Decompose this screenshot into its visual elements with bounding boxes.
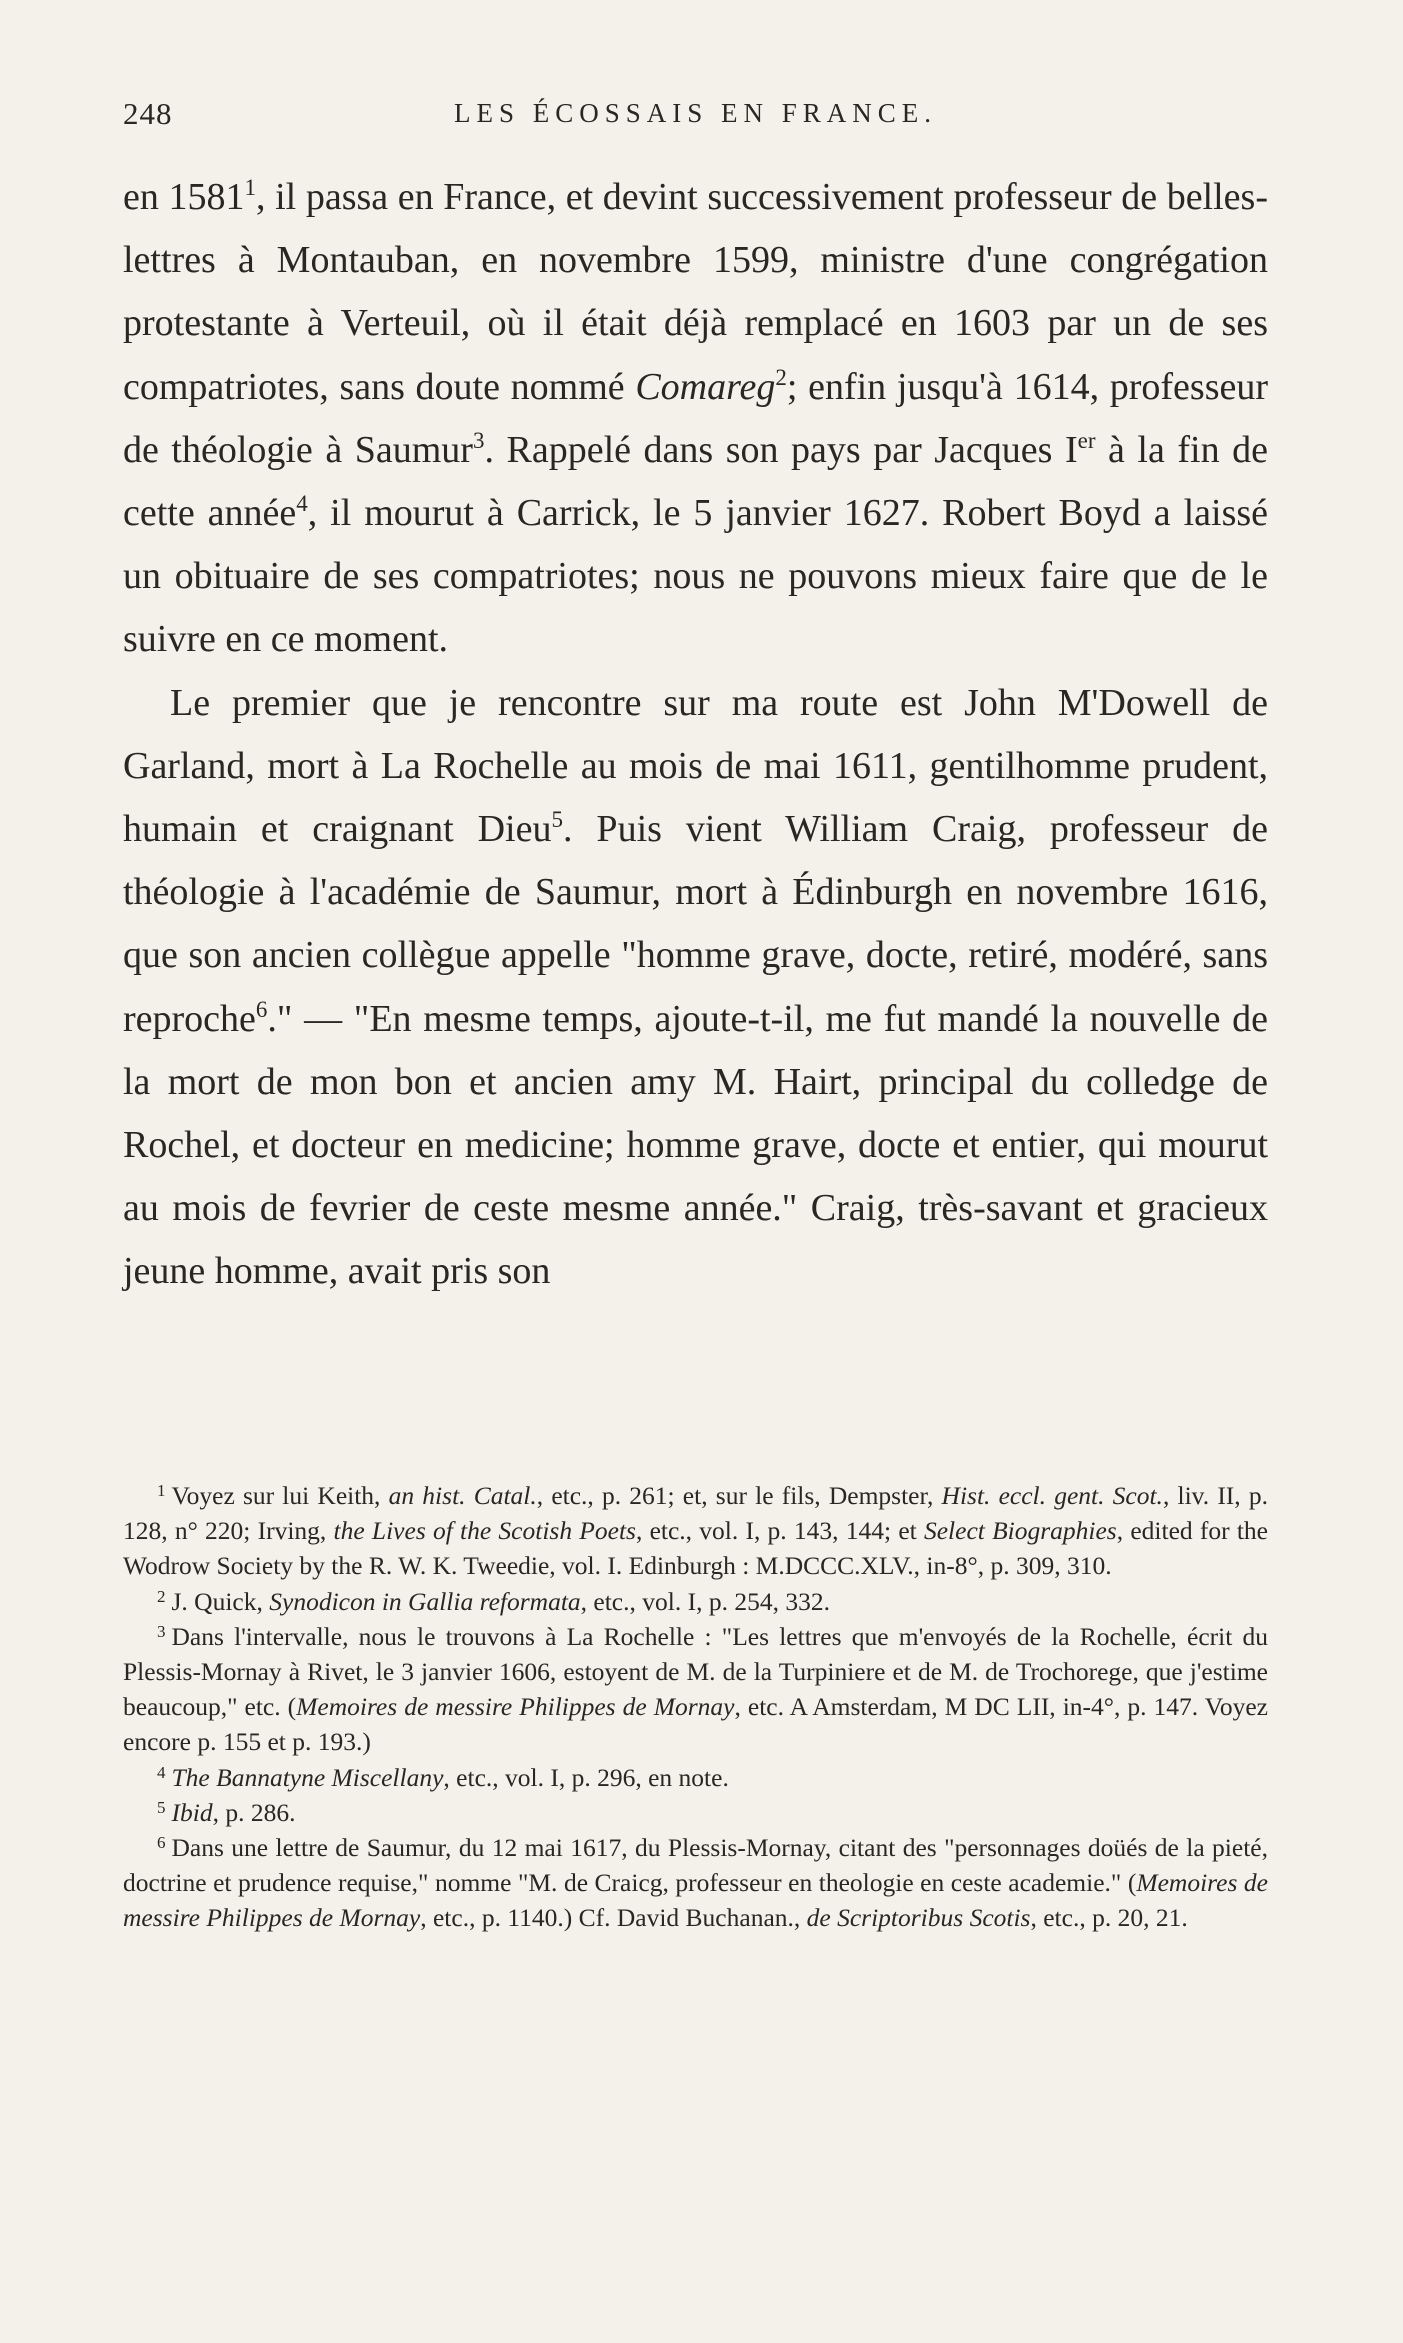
footnote-ref: 4	[296, 491, 308, 517]
italic-title: The Bannatyne Miscellany	[171, 1762, 444, 1792]
text-segment: , il passa en France, et devint successivement professeur de belles-lettres à Montauban, en novembre 1599, ministre d'une congrégation protestante à Verteuil, où il était déjà remplacé en 1603 par un de ses compatriotes, sans doute nommé	[123, 176, 1268, 408]
text-segment: , etc., vol. I, p. 143, 144; et	[635, 1516, 924, 1546]
text-segment: , etc., vol. I, p. 254, 332.	[580, 1586, 830, 1616]
footnote-6	[123, 1830, 1268, 1936]
proper-name: Comareg	[635, 365, 776, 408]
italic-title: the Lives of the Scotish Poets	[333, 1516, 636, 1546]
footnote-ref: 6	[255, 996, 268, 1022]
footnote-ref: 5	[551, 807, 563, 833]
italic-title: Select Biographies	[923, 1516, 1117, 1546]
footnote-ref: 2	[775, 364, 787, 390]
text-segment: à la fin de cette année	[123, 428, 1268, 535]
text-segment: Le premier que je rencontre sur ma route est John M'Dowell de Garland, mort à La Rochelle au mois de mai 1611, gentilhomme prudent, humain et craignant Dieu	[123, 681, 1268, 851]
text-segment: , edited for the Wodrow Society by the R. W. K. Tweedie, vol. I. Edinburgh : M.DCCC.XLV., in-8°, p. 309, 310.	[123, 1516, 1268, 1581]
footnote-number: 5	[157, 1797, 166, 1817]
page-header	[123, 96, 1268, 136]
footnote-ref: 1	[244, 175, 256, 200]
footnote-ref: 3	[472, 427, 485, 453]
text-segment: , etc., p. 1140.) Cf. David Buchanan.,	[420, 1903, 807, 1933]
footnote-number: 2	[157, 1586, 166, 1606]
superscript-er: er	[1077, 427, 1096, 453]
italic-title: Hist. eccl. gent. Scot.	[941, 1481, 1163, 1510]
footnote-5	[123, 1795, 1268, 1830]
text-segment: J. Quick,	[171, 1586, 270, 1616]
italic-title: de Scriptoribus Scotis	[806, 1903, 1031, 1933]
footnote-3	[123, 1619, 1268, 1760]
footnote-number: 1	[157, 1481, 166, 1500]
text-segment: . Rappelé dans son pays par Jacques I	[484, 428, 1078, 471]
text-segment: Dans une lettre de Saumur, du 12 mai 1617, du Plessis-Mornay, citant des "personnages doüés de la pieté, doctrine et prudence requise," nomme "M. de Craicg, professeur en theologie en ceste academie." (	[123, 1833, 1268, 1898]
italic-title: Memoires de messire Philippes de Mornay	[296, 1692, 735, 1722]
paragraph-2	[123, 672, 1268, 1304]
text-segment: en 1581	[123, 176, 245, 218]
running-title: LES ÉCOSSAIS EN FRANCE.	[453, 98, 938, 128]
text-segment: , etc., vol. I, p. 296, en note.	[443, 1762, 729, 1792]
text-segment: , p. 286.	[212, 1797, 296, 1827]
text-segment: Dans l'intervalle, nous le trouvons à La Rochelle : "Les lettres que m'envoyés de la Rochelle, écrit du Plessis-Mornay à Rivet, le 3 janvier 1606, estoyent de M. de la Turpiniere et de M. de Trochorege, que j'estime beaucoup," etc. (	[123, 1621, 1268, 1722]
footnote-2	[123, 1584, 1268, 1619]
footnote-number: 3	[157, 1621, 166, 1641]
footnote-1	[123, 1478, 1268, 1584]
footnote-number: 6	[157, 1833, 166, 1853]
footnote-4	[123, 1760, 1268, 1795]
main-text	[123, 166, 1268, 1304]
text-segment: , etc., p. 20, 21.	[1030, 1903, 1188, 1933]
text-segment: , liv. II, p. 128, n° 220; Irving,	[123, 1481, 1268, 1546]
text-segment: ; enfin jusqu'à 1614, professeur de théologie à Saumur	[123, 365, 1269, 471]
text-segment: , il mourut à Carrick, le 5 janvier 1627. Robert Boyd a laissé un obituaire de ses compatriotes; nous ne pouvons mieux faire que de le suivre en ce moment.	[123, 492, 1269, 661]
page-number: 248	[123, 96, 173, 131]
italic-title: Synodicon in Gallia reformata	[269, 1586, 581, 1616]
italic-title: Ibid	[171, 1797, 213, 1827]
text-segment: . Puis vient William Craig, professeur de théologie à l'académie de Saumur, mort à Édinburgh en novembre 1616, que son ancien collègue appelle "homme grave, docte, retiré, modéré, sans reproche	[123, 808, 1268, 1040]
text-segment: ." — "En mesme temps, ajoute-t-il, me fut mandé la nouvelle de la mort de mon bon et ancien amy M. Hairt, principal du colledge de Rochel, et docteur en medicine; homme grave, docte et entier, qui mourut au mois de fevrier de ceste mesme année." Craig, très-savant et gracieux jeune homme, avait pris son	[123, 997, 1268, 1293]
paragraph-1	[123, 166, 1268, 672]
text-segment: , etc., p. 261; et, sur le fils, Dempster,	[536, 1481, 942, 1510]
italic-title: an hist. Catal.	[388, 1481, 537, 1510]
text-segment: Voyez sur lui Keith,	[171, 1481, 389, 1510]
footnote-number: 4	[157, 1762, 166, 1782]
footnotes	[123, 1478, 1268, 1936]
text-segment: , etc. A Amsterdam, M DC LII, in-4°, p. 147. Voyez encore p. 155 et p. 193.)	[123, 1692, 1268, 1757]
italic-title: Memoires de messire Philippes de Mornay	[123, 1868, 1268, 1933]
